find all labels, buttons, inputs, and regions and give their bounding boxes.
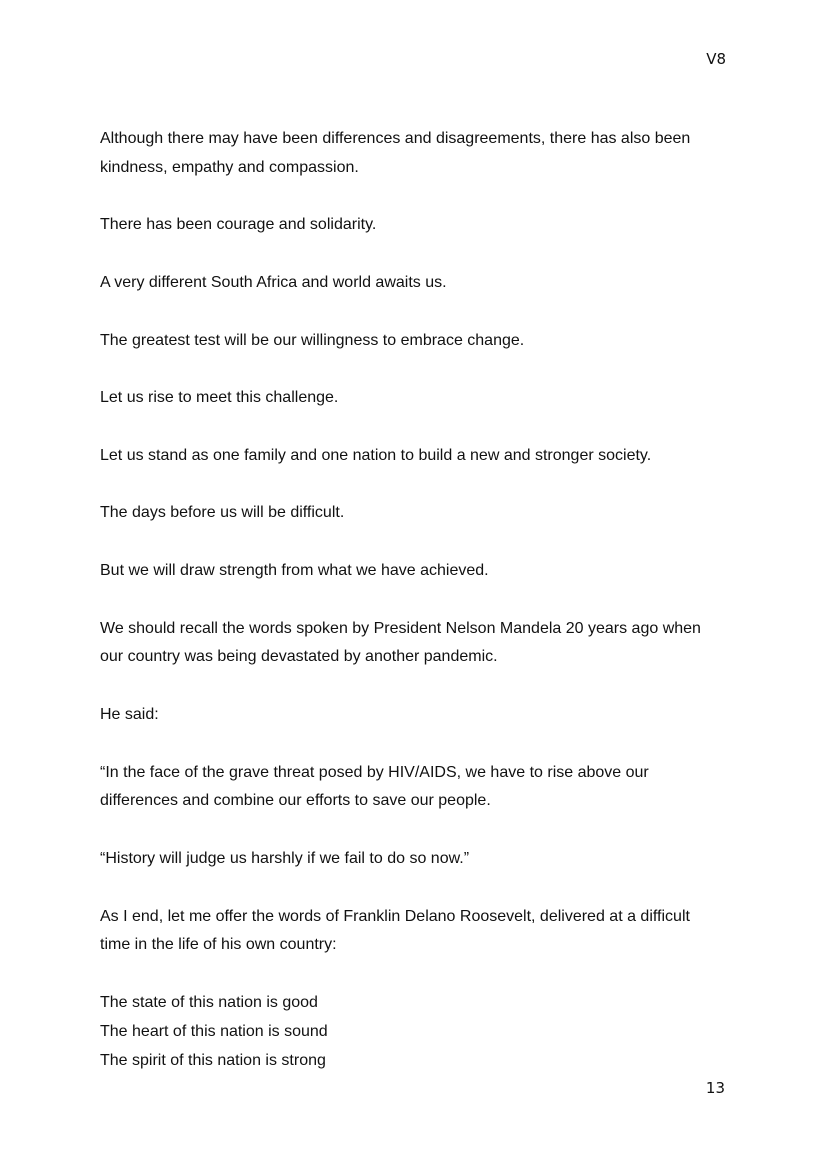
paragraph-line: There has been courage and solidarity. [100, 216, 377, 234]
paragraph-line: Let us stand as one family and one nation to build a new and stronger society. [100, 446, 652, 464]
body-text [100, 125, 740, 1075]
paragraph-line: Although there may have been differences and disagreements, there has also been [100, 130, 691, 147]
paragraph-line: differences and combine our efforts to save our people. [100, 792, 491, 810]
paragraph-line: Let us rise to meet this challenge. [100, 389, 339, 407]
closing-line: The state of this nation is good [100, 993, 318, 1011]
paragraph-line: kindness, empathy and compassion. [100, 158, 359, 176]
paragraph [100, 845, 740, 874]
page-number: 13 [705, 1079, 725, 1097]
paragraph [100, 615, 740, 673]
paragraph-line: “History will judge us harshly if we fail to do so now.” [100, 849, 470, 867]
paragraph-line: As I end, let me offer the words of Franklin Delano Roosevelt, delivered at a difficult [100, 907, 690, 925]
paragraph-line: time in the life of his own country: [100, 936, 337, 954]
paragraph-line: A very different South Africa and world awaits us. [100, 273, 447, 291]
paragraph [100, 499, 740, 528]
paragraph-line: We should recall the words spoken by President Nelson Mandela 20 years ago when [100, 619, 701, 637]
paragraph [100, 327, 740, 356]
paragraph [100, 269, 740, 298]
closing-line: The spirit of this nation is strong [100, 1051, 326, 1069]
paragraph [100, 701, 740, 730]
closing-verse [100, 989, 740, 1075]
paragraph-line: The days before us will be difficult. [100, 504, 345, 522]
paragraph-line: The greatest test will be our willingness to embrace change. [100, 331, 525, 349]
paragraph [100, 442, 740, 471]
paragraph [100, 759, 740, 817]
paragraph-line: But we will draw strength from what we have achieved. [100, 561, 489, 579]
version-label: V8 [706, 50, 726, 68]
paragraph-line: “In the face of the grave threat posed by HIV/AIDS, we have to rise above our [100, 763, 649, 781]
paragraph [100, 903, 740, 961]
closing-line: The heart of this nation is sound [100, 1022, 328, 1040]
paragraph [100, 557, 740, 586]
paragraph-line: He said: [100, 705, 159, 723]
paragraph [100, 211, 740, 240]
paragraph [100, 384, 740, 413]
paragraph-line: our country was being devastated by another pandemic. [100, 648, 498, 666]
paragraph [100, 125, 740, 183]
